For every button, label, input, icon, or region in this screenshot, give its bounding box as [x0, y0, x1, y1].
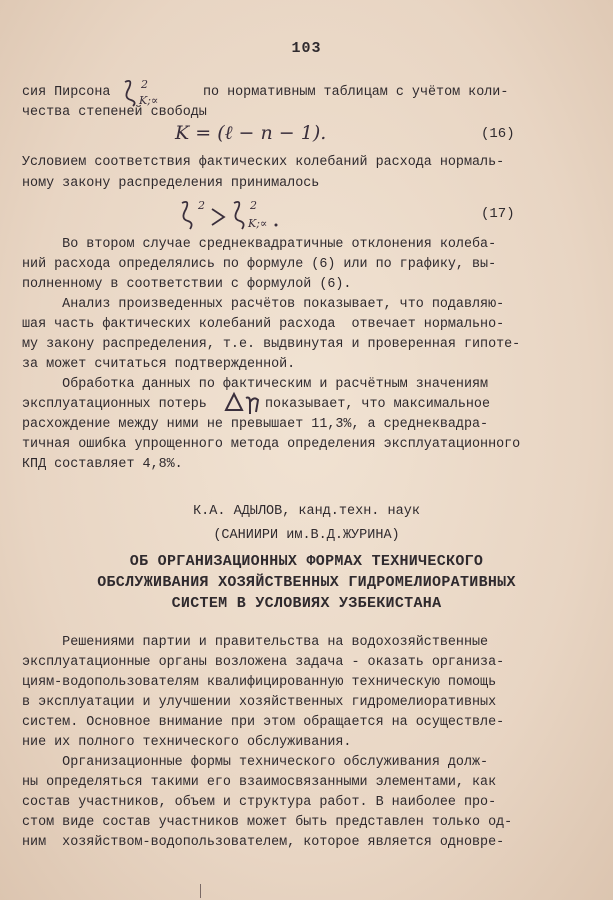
article-title-line: ОБ ОРГАНИЗАЦИОННЫХ ФОРМАХ ТЕХНИЧЕСКОГО: [129, 553, 484, 570]
text-line: показывает, что максимальное: [265, 397, 490, 412]
text-line: ние их полного технического обслуживания.: [22, 735, 352, 750]
text-line: эксплуатационных потерь: [22, 397, 207, 412]
svg-text:K;∝: K;∝: [139, 94, 159, 107]
text-line: полненному в соответствии с формулой (6).: [22, 277, 352, 292]
equation-number-17: (17): [481, 206, 515, 222]
text-line: Анализ произведенных расчётов показывает, что подавляю-: [22, 297, 505, 312]
text-line: циям-водопользователям квалифицированную техническую помощь: [22, 675, 497, 690]
text-line: ны определяться такими его взаимосвязанными элементами, как: [22, 775, 497, 790]
text-line: расхождение между ними не превышает 11,3%, а среднеквадра-: [22, 417, 489, 432]
text-line: Обработка данных по фактическим и расчётным значениям: [22, 377, 489, 392]
text-line: Во втором случае среднеквадратичные отклонения колеба-: [22, 237, 497, 252]
text-line: систем. Основное внимание при этом обращается на осуществле-: [22, 715, 505, 730]
text-line: в эксплуатации и улучшении хозяйственных гидромелиоративных: [22, 695, 497, 710]
page-edge-mark: [200, 884, 201, 898]
text-line: Организационные формы технического обслуживания долж-: [22, 755, 489, 770]
equation-number-16: (16): [481, 126, 515, 142]
text-line: ним хозяйством-водопользователем, которое является одновре-: [22, 835, 505, 850]
text-line: КПД составляет 4,8%.: [22, 457, 183, 472]
article-title-line: СИСТЕМ В УСЛОВИЯХ УЗБЕКИСТАНА: [171, 595, 442, 612]
text-line: сия Пирсона: [22, 85, 111, 100]
svg-text:2: 2: [141, 78, 148, 91]
text-line: тичная ошибка упрощенного метода определения эксплуатационного: [22, 437, 521, 452]
svg-text:2: 2: [198, 199, 205, 212]
text-line: ному закону распределения принималось: [22, 176, 320, 191]
svg-text:K;∝: K;∝: [248, 217, 268, 230]
article-title-line: ОБСЛУЖИВАНИЯ ХОЗЯЙСТВЕННЫХ ГИДРОМЕЛИОРАТИВНЫХ: [97, 574, 516, 591]
text-line: состав участников, объем и структура работ. В наиболее про-: [22, 795, 497, 810]
text-line: шая часть фактических колебаний расхода отвечает нормально-: [22, 317, 505, 332]
formula-16: K = (ℓ − n − 1).: [175, 122, 327, 144]
text-line: по нормативным таблицам с учётом коли-: [203, 85, 509, 100]
page-number: 103: [291, 40, 322, 57]
text-line: эксплуатационные органы возложена задача - оказать организа-: [22, 655, 505, 670]
svg-text:2: 2: [250, 199, 257, 212]
text-line: ний расхода определялись по формуле (6) или по графику, вы-: [22, 257, 497, 272]
text-line: Решениями партии и правительства на водохозяйственные: [22, 635, 489, 650]
text-line: стом виде состав участников может быть представлен только од-: [22, 815, 513, 830]
text-line: му закону распределения, т.е. выдвинутая и проверенная гипоте-: [22, 337, 521, 352]
text-line: Условием соответствия фактических колебаний расхода нормаль-: [22, 155, 505, 170]
text-line: чества степеней свободы: [22, 105, 207, 120]
text-line: за может считаться подтвержденной.: [22, 357, 296, 372]
author-line: К.А. АДЫЛОВ, канд.техн. наук: [193, 504, 420, 519]
institution-line: (САНИИРИ им.В.Д.ЖУРИНА): [213, 528, 400, 543]
